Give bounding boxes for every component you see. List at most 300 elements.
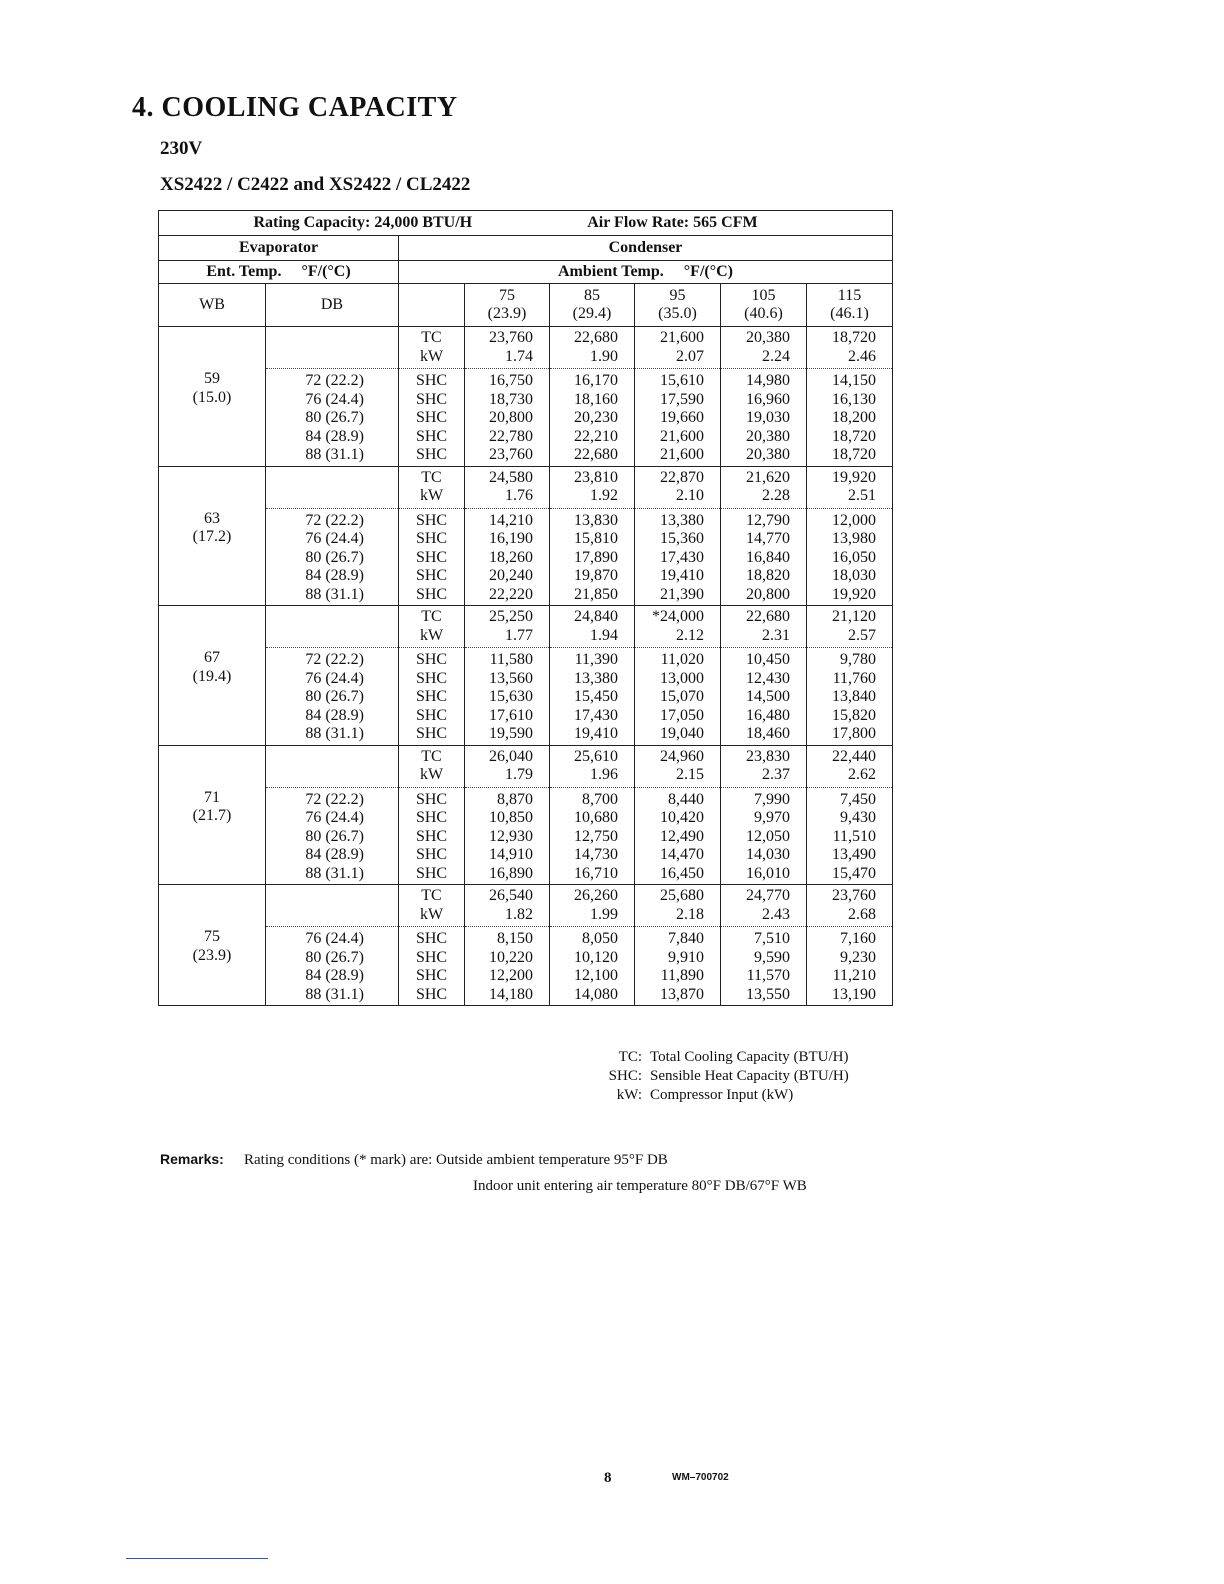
- value-cell: [465, 745, 550, 885]
- capacity-group-row: [159, 466, 893, 606]
- shc-value: 15,070: [660, 688, 704, 705]
- shc-value: 14,180: [489, 985, 533, 1003]
- kw-value: 1.76: [505, 487, 533, 504]
- ambient-col-header: [807, 284, 893, 327]
- kw-value: 1.77: [505, 626, 533, 644]
- shc-value: 15,810: [574, 530, 618, 547]
- shc-value: 9,230: [840, 948, 876, 966]
- shc-value: 21,600: [660, 446, 704, 463]
- db-cell: [266, 327, 399, 467]
- db-blank: [266, 608, 398, 627]
- db-value: 84 (28.9): [305, 427, 364, 445]
- ambient-temp-f: 75: [499, 286, 515, 304]
- tc-label: TC: [421, 608, 442, 625]
- shc-value: 15,630: [489, 688, 533, 705]
- model-heading: XS2422 / C2422 and XS2422 / CL2422: [160, 174, 471, 195]
- capacity-group-row: [159, 606, 893, 746]
- shc-value: 12,200: [489, 967, 533, 984]
- shc-value: 7,160: [840, 930, 876, 947]
- shc-value: 15,820: [832, 706, 876, 724]
- db-value: 88 (31.1): [305, 985, 364, 1003]
- value-cell: [550, 745, 635, 885]
- shc-value: 14,470: [660, 846, 704, 863]
- shc-value: 22,220: [489, 585, 533, 603]
- db-value: 88 (31.1): [305, 585, 364, 603]
- wb-cell: [159, 606, 266, 746]
- db-value: 76 (24.4): [305, 809, 364, 826]
- shc-value: 10,450: [746, 651, 790, 668]
- ambient-temp-f: 95: [669, 286, 686, 304]
- kw-value: 2.31: [762, 626, 790, 644]
- kw-value: 2.37: [762, 766, 790, 783]
- shc-value: 16,130: [832, 390, 876, 408]
- shc-label: SHC: [415, 827, 448, 845]
- tc-label: TC: [421, 329, 442, 346]
- shc-value: 14,980: [746, 372, 790, 389]
- db-value: 76 (24.4): [305, 530, 364, 547]
- shc-value: 11,020: [660, 651, 704, 668]
- kw-value: 2.15: [676, 766, 704, 783]
- shc-value: 16,480: [746, 706, 790, 724]
- value-cell: [550, 885, 635, 1006]
- tc-label: TC: [421, 468, 442, 486]
- kw-label: kW: [419, 905, 444, 923]
- shc-value: 22,680: [574, 446, 618, 463]
- shc-value: 14,770: [746, 530, 790, 547]
- shc-value: 11,890: [660, 967, 704, 984]
- shc-value: 12,930: [489, 827, 533, 845]
- wb-value-c: (23.9): [192, 946, 232, 964]
- wb-value: 63: [204, 509, 220, 527]
- shc-value: 8,870: [497, 790, 533, 808]
- shc-value: 9,430: [840, 809, 876, 826]
- legend: [596, 1048, 849, 1105]
- shc-value: 19,920: [832, 585, 876, 603]
- db-value: 76 (24.4): [305, 390, 364, 408]
- capacity-group-row: [159, 327, 893, 467]
- shc-label: SHC: [415, 530, 448, 547]
- tc-value: 23,810: [574, 468, 618, 486]
- shc-label: SHC: [415, 864, 448, 882]
- db-blank: [266, 906, 398, 925]
- metric-label-cell: [399, 606, 465, 746]
- db-value: 80 (26.7): [305, 409, 364, 426]
- legend-text: Compressor Input (kW): [650, 1087, 794, 1103]
- remarks-label: Remarks:: [160, 1151, 224, 1167]
- shc-value: 18,730: [489, 390, 533, 408]
- header-row-sections: [159, 236, 893, 261]
- shc-value: 8,700: [582, 790, 618, 808]
- shc-value: 16,960: [746, 390, 790, 408]
- shc-value: 16,890: [489, 864, 533, 882]
- shc-value: 13,840: [832, 688, 876, 705]
- db-value: 72 (22.2): [305, 651, 364, 668]
- shc-value: 14,500: [746, 688, 790, 705]
- kw-label: kW: [419, 347, 444, 365]
- db-cell: [266, 466, 399, 606]
- shc-label: SHC: [415, 706, 448, 724]
- shc-value: 16,190: [489, 530, 533, 547]
- shc-value: 13,380: [660, 511, 704, 529]
- shc-value: 20,380: [746, 446, 790, 463]
- db-value: 84 (28.9): [305, 567, 364, 584]
- shc-value: 18,720: [832, 446, 876, 463]
- shc-label: SHC: [415, 930, 448, 947]
- kw-value: 1.79: [505, 766, 533, 783]
- shc-value: 10,120: [574, 948, 618, 966]
- value-cell: [807, 606, 893, 746]
- db-value: 84 (28.9): [305, 846, 364, 863]
- tc-value: 20,380: [746, 329, 790, 346]
- ent-temp-header: Ent. Temp. °F/(°C): [159, 261, 399, 284]
- shc-value: 18,260: [489, 548, 533, 566]
- shc-value: 18,030: [832, 567, 876, 584]
- db-cell: [266, 885, 399, 1006]
- tc-value: 26,540: [489, 887, 533, 904]
- cooling-capacity-table: [158, 210, 893, 1006]
- shc-value: 12,790: [746, 511, 790, 529]
- shc-value: 19,030: [746, 409, 790, 426]
- shc-value: 18,160: [574, 390, 618, 408]
- legend-text: Sensible Heat Capacity (BTU/H): [650, 1068, 849, 1084]
- db-value: 72 (22.2): [305, 511, 364, 529]
- shc-label: SHC: [415, 567, 448, 584]
- db-blank: [266, 627, 398, 646]
- shc-value: 18,460: [746, 725, 790, 742]
- value-cell: [635, 885, 721, 1006]
- shc-value: 19,410: [574, 725, 618, 742]
- shc-value: 17,890: [574, 548, 618, 566]
- shc-value: 16,170: [574, 372, 618, 389]
- metric-label-cell: [399, 327, 465, 467]
- capacity-group-row: [159, 745, 893, 885]
- shc-value: 20,230: [574, 409, 618, 426]
- shc-value: 12,050: [746, 827, 790, 845]
- kw-value: 2.12: [676, 626, 704, 644]
- shc-value: 19,870: [574, 567, 618, 584]
- ambient-temp-c: (29.4): [572, 305, 612, 322]
- shc-value: 20,240: [489, 567, 533, 584]
- value-cell: [465, 466, 550, 606]
- shc-value: 10,850: [489, 809, 533, 826]
- shc-value: 17,590: [660, 390, 704, 408]
- db-blank: [266, 766, 398, 785]
- shc-value: 16,450: [660, 864, 704, 882]
- db-blank: [266, 329, 398, 348]
- shc-value: 12,750: [574, 827, 618, 845]
- kw-value: 2.18: [676, 905, 704, 923]
- db-blank: [266, 887, 398, 906]
- voltage-heading: 230V: [160, 138, 203, 159]
- db-value: 88 (31.1): [305, 446, 364, 463]
- legend-abbr: TC:: [618, 1049, 642, 1065]
- tc-value: *24,000: [652, 608, 704, 625]
- shc-value: 21,600: [660, 427, 704, 445]
- kw-value: 1.94: [590, 626, 618, 644]
- tc-value: 22,440: [832, 747, 876, 765]
- shc-value: 9,590: [754, 948, 790, 966]
- ambient-temp-c: (46.1): [830, 305, 869, 322]
- shc-label: SHC: [415, 846, 448, 863]
- capacity-group-row: [159, 885, 893, 1006]
- db-blank: [266, 487, 398, 506]
- legend-item: [596, 1048, 849, 1067]
- shc-value: 13,000: [660, 669, 704, 687]
- shc-label: SHC: [415, 651, 448, 668]
- shc-value: 11,390: [574, 651, 618, 668]
- db-value: 76 (24.4): [305, 669, 364, 687]
- kw-value: 2.10: [676, 487, 704, 504]
- value-cell: [807, 745, 893, 885]
- shc-value: 16,710: [574, 864, 618, 882]
- db-header: DB: [266, 284, 399, 327]
- kw-value: 2.46: [848, 347, 876, 365]
- value-cell: [721, 885, 807, 1006]
- condenser-header: Condenser: [399, 236, 893, 261]
- shc-value: 15,450: [574, 688, 618, 705]
- tc-label: TC: [421, 747, 442, 765]
- kw-value: 2.28: [762, 487, 790, 504]
- shc-value: 14,150: [832, 372, 876, 389]
- shc-value: 12,100: [574, 967, 618, 984]
- db-value: 76 (24.4): [305, 930, 364, 947]
- shc-value: 18,820: [746, 567, 790, 584]
- value-cell: [721, 327, 807, 467]
- shc-value: 9,910: [668, 948, 704, 966]
- kw-value: 2.68: [848, 905, 876, 923]
- value-cell: [550, 606, 635, 746]
- wb-value-c: (15.0): [192, 388, 232, 406]
- page-number: 8: [604, 1470, 612, 1486]
- shc-value: 15,360: [660, 530, 704, 547]
- kw-value: 2.24: [762, 347, 790, 365]
- db-value: 80 (26.7): [305, 688, 364, 705]
- wb-value-c: (17.2): [192, 528, 232, 545]
- kw-value: 2.07: [676, 347, 704, 365]
- shc-value: 12,000: [832, 511, 876, 529]
- db-value: 84 (28.9): [305, 967, 364, 984]
- ambient-col-header: [635, 284, 721, 327]
- value-cell: [635, 606, 721, 746]
- shc-label: SHC: [415, 390, 448, 408]
- shc-value: 7,840: [668, 930, 704, 947]
- shc-value: 13,490: [832, 846, 876, 863]
- wb-cell: [159, 466, 266, 606]
- shc-label: SHC: [415, 985, 448, 1003]
- db-value: 84 (28.9): [305, 706, 364, 724]
- page-title: 4. COOLING CAPACITY: [132, 92, 458, 123]
- shc-label: SHC: [415, 725, 448, 742]
- shc-value: 19,410: [660, 567, 704, 584]
- shc-value: 7,990: [754, 790, 790, 808]
- shc-label: SHC: [415, 409, 448, 426]
- shc-value: 16,050: [832, 548, 876, 566]
- shc-value: 11,760: [832, 669, 876, 687]
- shc-value: 13,560: [489, 669, 533, 687]
- shc-value: 20,800: [746, 585, 790, 603]
- shc-value: 22,780: [489, 427, 533, 445]
- tc-value: 24,840: [574, 608, 618, 625]
- kw-value: 1.99: [590, 905, 618, 923]
- shc-value: 11,570: [746, 967, 790, 984]
- shc-value: 10,220: [489, 948, 533, 966]
- db-blank: [266, 348, 398, 367]
- metric-label-cell: [399, 466, 465, 606]
- kw-value: 1.82: [505, 905, 533, 923]
- shc-value: 8,050: [582, 930, 618, 947]
- tc-value: 18,720: [832, 329, 876, 346]
- shc-value: 22,210: [574, 427, 618, 445]
- shc-label: SHC: [415, 446, 448, 463]
- tc-value: 22,680: [746, 608, 790, 625]
- db-value: 80 (26.7): [305, 948, 364, 966]
- wb-value: 59: [204, 370, 220, 387]
- ambient-col-header: [465, 284, 550, 327]
- shc-value: 20,800: [489, 409, 533, 426]
- shc-label: SHC: [415, 585, 448, 603]
- shc-value: 15,470: [832, 864, 876, 882]
- shc-value: 12,430: [746, 669, 790, 687]
- shc-value: 16,750: [489, 372, 533, 389]
- shc-value: 14,910: [489, 846, 533, 863]
- shc-label: SHC: [415, 948, 448, 966]
- db-cell: [266, 606, 399, 746]
- shc-value: 19,040: [660, 725, 704, 742]
- shc-label: SHC: [415, 790, 448, 808]
- legend-item: [596, 1067, 849, 1086]
- shc-value: 8,150: [497, 930, 533, 947]
- db-value: 72 (22.2): [305, 372, 364, 389]
- header-row-rating: [159, 211, 893, 236]
- kw-label: kW: [419, 626, 444, 644]
- shc-value: 17,800: [832, 725, 876, 742]
- db-value: 72 (22.2): [305, 790, 364, 808]
- rating-capacity: Rating Capacity: 24,000 BTU/H: [253, 214, 473, 231]
- shc-value: 19,590: [489, 725, 533, 742]
- air-flow-rate: Air Flow Rate: 565 CFM: [587, 214, 758, 231]
- shc-value: 14,030: [746, 846, 790, 863]
- shc-value: 16,010: [746, 864, 790, 882]
- wb-header: WB: [159, 284, 266, 327]
- ambient-temp-header: Ambient Temp. °F/(°C): [399, 261, 893, 284]
- value-cell: [465, 327, 550, 467]
- tc-value: 23,760: [832, 887, 876, 904]
- tc-value: 25,250: [489, 608, 533, 625]
- value-cell: [721, 745, 807, 885]
- kw-value: 1.92: [590, 487, 618, 504]
- wb-value-c: (19.4): [192, 667, 232, 685]
- kw-value: 2.43: [762, 905, 790, 923]
- db-blank: [266, 748, 398, 767]
- ambient-temp-f: 115: [837, 286, 862, 304]
- remarks-line-2: Indoor unit entering air temperature 80°F DB/67°F WB: [473, 1178, 807, 1194]
- value-cell: [465, 885, 550, 1006]
- remarks: [160, 1146, 807, 1199]
- shc-value: 9,970: [754, 809, 790, 826]
- shc-value: 17,050: [660, 706, 704, 724]
- value-cell: [635, 745, 721, 885]
- document-code: WM–700702: [672, 1472, 729, 1483]
- shc-value: 10,680: [574, 809, 618, 826]
- shc-value: 17,430: [660, 548, 704, 566]
- shc-label: SHC: [415, 548, 448, 566]
- value-cell: [550, 327, 635, 467]
- header-row-temps: [159, 261, 893, 284]
- kw-value: 1.96: [590, 766, 618, 783]
- remarks-line-1: Rating conditions (* mark) are: Outside ambient temperature 95°F DB: [244, 1152, 668, 1168]
- shc-value: 13,870: [660, 985, 704, 1003]
- db-value: 80 (26.7): [305, 548, 364, 566]
- value-cell: [635, 466, 721, 606]
- tc-label: TC: [421, 887, 442, 904]
- tc-value: 22,870: [660, 468, 704, 486]
- ambient-temp-f: 105: [751, 286, 776, 304]
- shc-value: 21,390: [660, 585, 704, 603]
- tc-value: 25,680: [660, 887, 704, 904]
- tc-value: 23,830: [746, 747, 790, 765]
- shc-value: 14,080: [574, 985, 618, 1003]
- shc-value: 8,440: [668, 790, 704, 808]
- shc-value: 9,780: [840, 651, 876, 668]
- value-cell: [807, 327, 893, 467]
- tc-value: 22,680: [574, 329, 618, 346]
- metric-label-cell: [399, 745, 465, 885]
- shc-value: 13,380: [574, 669, 618, 687]
- wb-cell: [159, 745, 266, 885]
- wb-value-c: (21.7): [192, 807, 232, 824]
- shc-value: 7,510: [754, 930, 790, 947]
- shc-value: 13,830: [574, 511, 618, 529]
- legend-abbr: SHC:: [608, 1068, 642, 1084]
- shc-value: 15,610: [660, 372, 704, 389]
- kw-value: 2.62: [848, 766, 876, 783]
- ambient-col-header: [721, 284, 807, 327]
- kw-value: 2.51: [848, 487, 876, 504]
- tc-value: 19,920: [832, 468, 876, 486]
- legend-text: Total Cooling Capacity (BTU/H): [650, 1049, 849, 1065]
- tc-value: 21,620: [746, 468, 790, 486]
- shc-value: 18,200: [832, 409, 876, 426]
- tc-value: 21,120: [832, 608, 876, 625]
- shc-value: 14,730: [574, 846, 618, 863]
- db-value: 88 (31.1): [305, 864, 364, 882]
- kw-label: kW: [419, 487, 444, 504]
- shc-label: SHC: [415, 372, 448, 389]
- shc-value: 7,450: [840, 790, 876, 808]
- shc-value: 23,760: [489, 446, 533, 463]
- shc-value: 13,980: [832, 530, 876, 547]
- shc-label: SHC: [415, 967, 448, 984]
- shc-label: SHC: [415, 511, 448, 529]
- ambient-temp-c: (40.6): [744, 305, 783, 322]
- legend-abbr: kW:: [616, 1087, 642, 1103]
- tc-value: 25,610: [574, 747, 618, 765]
- value-cell: [721, 466, 807, 606]
- ambient-temp-c: (35.0): [658, 305, 697, 322]
- shc-value: 17,610: [489, 706, 533, 724]
- ambient-temp-c: (23.9): [487, 305, 527, 322]
- shc-value: 17,430: [574, 706, 618, 724]
- shc-value: 11,580: [489, 651, 533, 668]
- wb-value: 67: [204, 649, 220, 666]
- tc-value: 24,770: [746, 887, 790, 904]
- shc-label: SHC: [415, 809, 448, 826]
- wb-cell: [159, 885, 266, 1006]
- kw-label: kW: [419, 766, 444, 783]
- kw-value: 1.90: [590, 347, 618, 365]
- shc-value: 16,840: [746, 548, 790, 566]
- db-cell: [266, 745, 399, 885]
